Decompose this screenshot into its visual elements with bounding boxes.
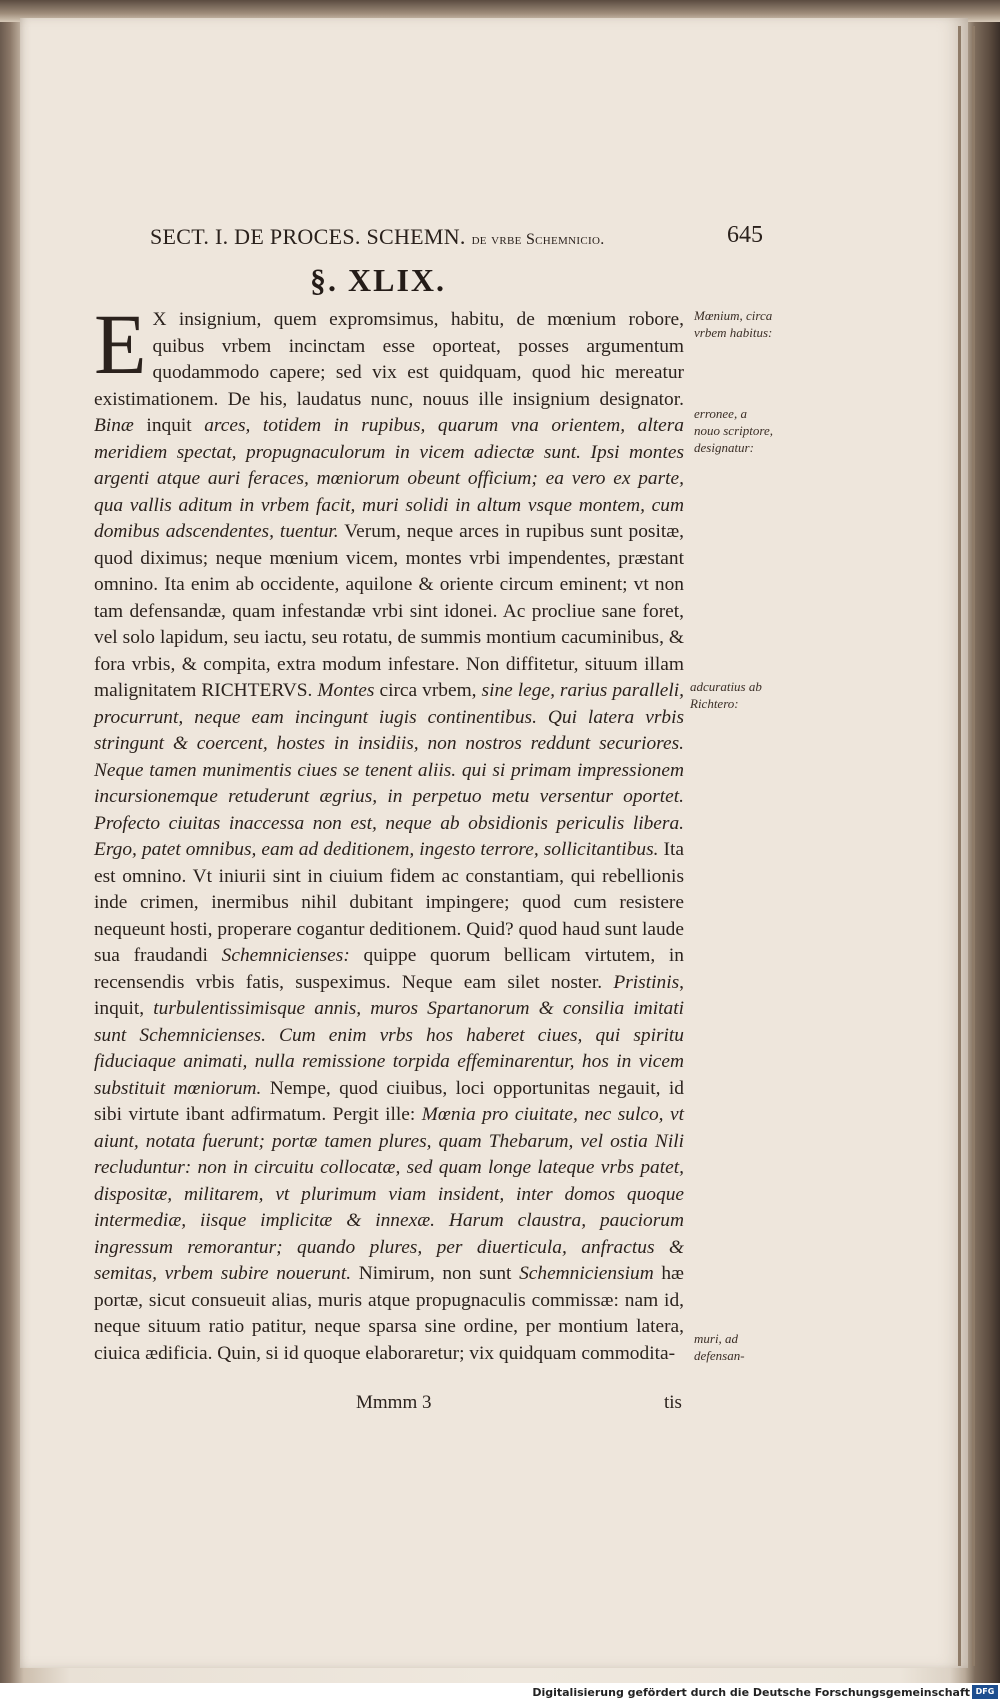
page-edge-line [958,26,961,1666]
page-edge-line [972,26,975,1666]
digitization-credit-bar [0,1683,1000,1702]
text-run: Nimirum, non sunt [351,1263,520,1284]
header-subtitle: de vrbe Schemnicio. [471,231,605,248]
text-run: , inquit, [94,971,684,1019]
italic-quote: Schemniciensium [519,1263,654,1284]
text-run: inquit [133,415,205,436]
signature-mark: Mmmm 3 [356,1392,432,1413]
main-text [94,296,684,1367]
italic-quote: Montes [317,680,375,701]
italic-quote: sine lege, rarius paralleli, procurrunt, neque eam incingunt iugis continentibus. Qui latera vrbis stringunt & coercent, hostes in insidiis, non nostros reddunt securiores. Neque tamen munimentis ciues se tenent aliis. qui si primam impressionem incursionemque retuderunt ægrius, in perpetuo metu versentur oportet. Profecto ciuitas inaccessa non est, neque ab obsidionis periculis libera. Ergo, patet omnibus, eam ad deditionem, ingesto terrore, sollicitantibus. [94,680,684,860]
catchword: tis [664,1392,682,1413]
margin-note: erronee, a nouo scriptore, designatur: [694,406,773,455]
credit-text: Digitalisierung gefördert durch die Deutsche Forschungsgemeinschaft [532,1686,970,1699]
header-section: SECT. I. DE PROCES. SCHEMN. [150,224,466,249]
section-title: §. XLIX. [310,262,447,298]
page-number: 645 [727,222,763,248]
dfg-logo: DFG [972,1685,998,1699]
text-run: Nempe, quod ciuibus, loci opportunitas negauit, id sibi virtute ibant adfirmatum. Pergit ille: [94,1077,684,1125]
italic-quote: arces, totidem in rupibus, quarum vna orientem, altera meridiem spectat, propugnaculorum in vicem adiectæ sunt. Ipsi montes argenti atque auri feraces, mœniorum obeunt officium; ea vero ex parte, qua vallis aditum in vrbem facit, muri solidi in altum vsque montem, cum domibus adscendentes, tuentur. [94,415,684,542]
italic-quote: Binæ [94,415,134,436]
text-run: Verum, neque arces in rupibus sunt positæ, quod diximus; neque mœnium vicem, montes vrbi impendentes, præstant omnino. Ita enim ab occidente, aquilone & oriente circum eminent; vt non tam defensandæ, quam infestandæ vrbi sint idonei. Ac procliue sane foret, vel solo lapidum, seu iactu, seu rotatu, de summis montium cacuminibus, & fora vrbis, & compita, extra modum infestare. Non diffitetur, situum illam malignitatem RICHTERVS. [94,521,684,701]
margin-note: adcuratius ab Richtero: [690,679,762,711]
text-run: quippe quorum bellicam virtutem, in recensendis vrbis fatis, suspeximus. Neque eam silet noster. [94,945,684,993]
text-run: hæ portæ, sicut consueuit alias, muris atque propugnaculis commissæ: nam id, neque situum ratio patitur, neque sparsa sine ordine, per montium latera, ciuica ædificia. Quin, si id quoque elaboraretur; vix quidquam commodita- [94,1263,684,1364]
italic-quote: Mœnia pro ciuitate, nec sulco, vt aiunt, notata fuerunt; portæ tamen plures, quam Thebarum, vel ostia Nili recluduntur: non in circuitu collocatæ, sed quam longe lateque vrbs patet, dispositæ, militarem, vt plurimum viam insident, inter domos quoque intermediæ, iisque implicitæ & innexæ. Harum claustra, pauciorum ingressum remorantur; quando plures, per diuerticula, anfractus & semitas, vrbem subire nouerunt. [94,1104,684,1284]
text-run: circa vrbem, [374,680,482,701]
italic-quote: Schemnicienses: [221,945,350,966]
running-header [150,224,760,250]
italic-quote: turbulentissimisque annis, muros Spartanorum & consilia imitati sunt Schemnicienses. Cum enim vrbs hos haberet ciues, qui spiritu fiduciaque animati, nulla remissione torpida effeminarentur, hos in vicem substituit mœniorum. [94,998,684,1099]
paragraph-opening: X insignium, quem expromsimus, habitu, de mœnium robore, quibus vrbem incinctam esse oporteat, posses argumentum quodammodo capere; sed vix est quidquam, quod hic mereatur existimationem. De his, laudatus nunc, nouus ille insignium designator. [94,309,684,410]
paragraph-body [94,415,684,1364]
text-run: Ita est omnino. Vt iniurii sint in ciuium fidem ac constantiam, qui rebellionis inde crimen, inermibus nihil dubitant impingere; quod cum resistere nequeunt hosti, properare cogantur deditionem. Quid? quod haud sunt laude sua fraudandi [94,839,684,966]
drop-cap: E [94,296,147,392]
italic-quote: Pristinis [613,971,680,993]
paragraph [94,296,684,1367]
margin-note: muri, ad defensan- [694,1331,745,1363]
margin-note: Mœnium, circa vrbem habitus: [694,308,773,340]
